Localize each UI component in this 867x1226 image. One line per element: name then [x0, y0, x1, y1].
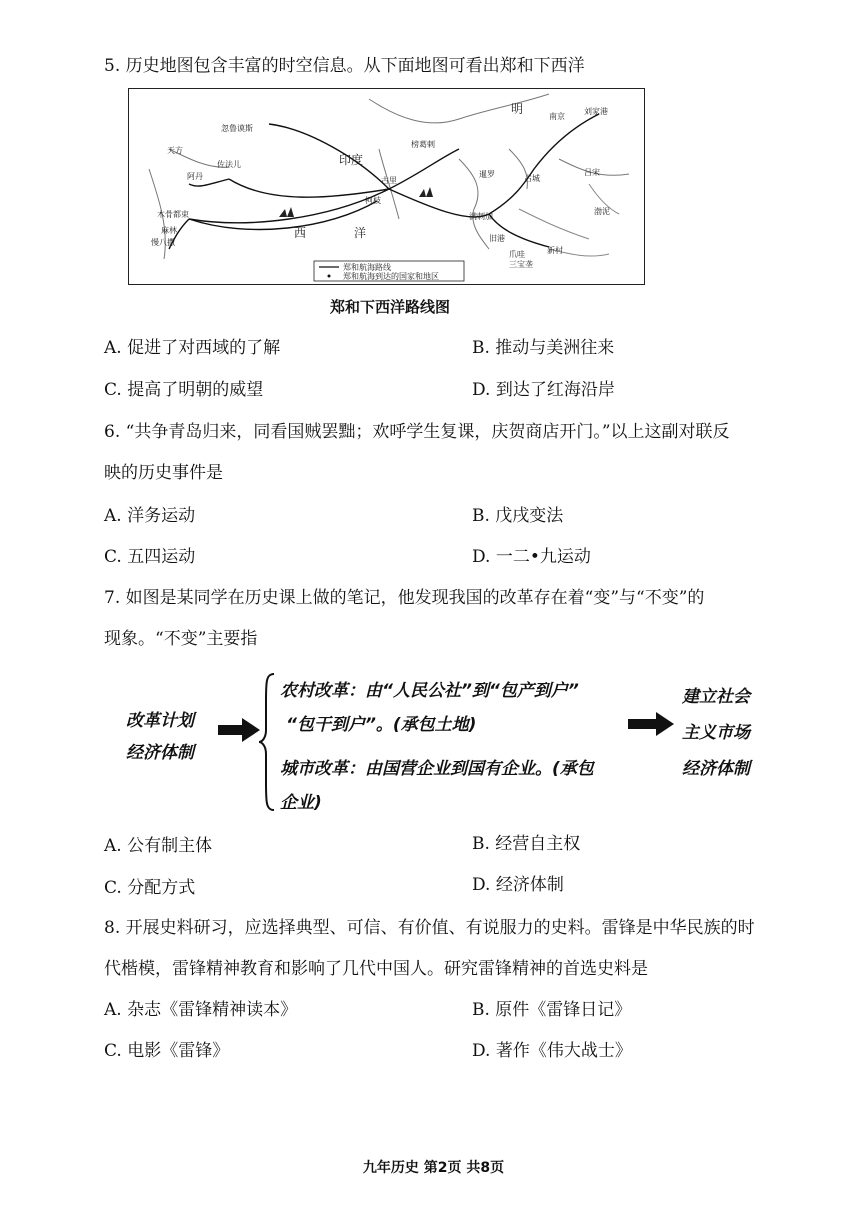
- notes-urban-line2: 企业): [280, 793, 322, 813]
- map-label-tianfang: 天方: [167, 146, 183, 155]
- map-label-zhaowa: 爪哇: [509, 250, 525, 259]
- q7-option-b[interactable]: B. 经营自主权: [472, 834, 581, 854]
- q6-option-d[interactable]: D. 一二•九运动: [472, 547, 591, 567]
- map-label-jiugang: 旧港: [489, 234, 505, 243]
- q8-option-d[interactable]: D. 著作《伟大战士》: [472, 1041, 632, 1061]
- map-label-kezhi: 柯枝: [365, 196, 381, 205]
- q6-option-a[interactable]: A. 洋务运动: [104, 506, 196, 526]
- q8-stem-line2: 代楷模，雷锋精神教育和影响了几代中国人。研究雷锋精神的首选史料是: [104, 959, 648, 979]
- q7-option-c[interactable]: C. 分配方式: [104, 878, 196, 898]
- map-label-adan: 阿丹: [187, 172, 203, 181]
- map-label-ming: 明: [511, 102, 524, 116]
- map-label-mangbasa: 慢八撒: [151, 238, 175, 247]
- notes-left-line2: 经济体制: [126, 743, 194, 763]
- map-label-bangala: 榜葛剌: [411, 140, 435, 149]
- map-label-sanbaolong: 三宝垄: [509, 260, 533, 269]
- zheng-he-route-map: [128, 88, 645, 285]
- q5-option-a[interactable]: A. 促进了对西域的了解: [104, 338, 281, 358]
- notes-left-line1: 改革计划: [126, 711, 194, 731]
- q7-stem-line1: 7. 如图是某同学在历史课上做的笔记，他发现我国的改革存在着“变”与“不变”的: [104, 588, 705, 608]
- q8-option-a[interactable]: A. 杂志《雷锋精神读本》: [104, 1000, 298, 1020]
- legend-places-label: 郑和航海到达的国家和地区: [343, 272, 439, 281]
- map-label-india: 印度: [339, 153, 364, 167]
- q5-option-d[interactable]: D. 到达了红海沿岸: [472, 380, 615, 400]
- map-label-xincun: 新村: [547, 246, 563, 255]
- map-label-nanjing: 南京: [549, 112, 565, 121]
- notes-right-line2: 主义市场: [682, 723, 750, 743]
- notes-rural-line2: “包干到户”。(承包土地): [286, 715, 477, 735]
- notes-right-line1: 建立社会: [682, 687, 750, 707]
- q8-option-c[interactable]: C. 电影《雷锋》: [104, 1041, 230, 1061]
- legend-route-label: 郑和航海路线: [343, 263, 391, 272]
- map-label-lvsong: 吕宋: [584, 168, 600, 177]
- q7-stem-line2: 现象。“不变”主要指: [104, 629, 258, 649]
- right-arrow-icon: [218, 718, 260, 742]
- q6-option-c[interactable]: C. 五四运动: [104, 547, 196, 567]
- q7-option-a[interactable]: A. 公有制主体: [104, 836, 213, 856]
- map-label-ocean: 洋: [354, 226, 367, 240]
- right-arrow-icon: [628, 712, 674, 736]
- notes-urban-line1: 城市改革：由国营企业到国有企业。(承包: [280, 759, 594, 779]
- map-label-brunei: 渤泥: [594, 207, 610, 216]
- map-label-malin: 麻林: [161, 226, 177, 235]
- notes-right-line3: 经济体制: [682, 759, 750, 779]
- q6-option-b[interactable]: B. 戊戌变法: [472, 506, 564, 526]
- reform-notes-diagram: [100, 668, 780, 818]
- notes-rural-line1: 农村改革：由“人民公社”到“包产到户”: [280, 681, 579, 701]
- q5-option-c[interactable]: C. 提高了明朝的威望: [104, 380, 264, 400]
- q6-stem-line1: 6. “共争青岛归来，同看国贼罢黜；欢呼学生复课，庆贺商店开门。”以上这副对联反: [104, 422, 730, 442]
- map-label-guli: 古里: [381, 176, 397, 185]
- left-brace-icon: [258, 672, 278, 812]
- map-label-manlajia: 满剌加: [469, 212, 493, 221]
- page-footer: 九年历史 第2页 共8页: [362, 1160, 505, 1176]
- map-label-zhancheng: 占城: [524, 174, 540, 183]
- q5-stem: 5. 历史地图包含丰富的时空信息。从下面地图可看出郑和下西洋: [104, 56, 585, 76]
- q8-option-b[interactable]: B. 原件《雷锋日记》: [472, 1000, 632, 1020]
- map-label-zufaer: 佐法儿: [217, 160, 241, 169]
- map-label-mugudushu: 木骨都束: [157, 210, 189, 219]
- q8-stem-line1: 8. 开展史料研习，应选择典型、可信、有价值、有说服力的史料。雷锋是中华民族的时: [104, 918, 755, 938]
- map-label-west: 西: [294, 226, 307, 240]
- q5-map-caption: 郑和下西洋路线图: [330, 298, 451, 316]
- q6-stem-line2: 映的历史事件是: [104, 463, 223, 483]
- map-label-hormuz: 忽鲁谟斯: [221, 124, 253, 133]
- q5-option-b[interactable]: B. 推动与美洲往来: [472, 338, 615, 358]
- map-label-liujiagang: 刘家港: [584, 107, 608, 116]
- map-label-xianluo: 暹罗: [479, 170, 495, 179]
- q7-option-d[interactable]: D. 经济体制: [472, 875, 564, 895]
